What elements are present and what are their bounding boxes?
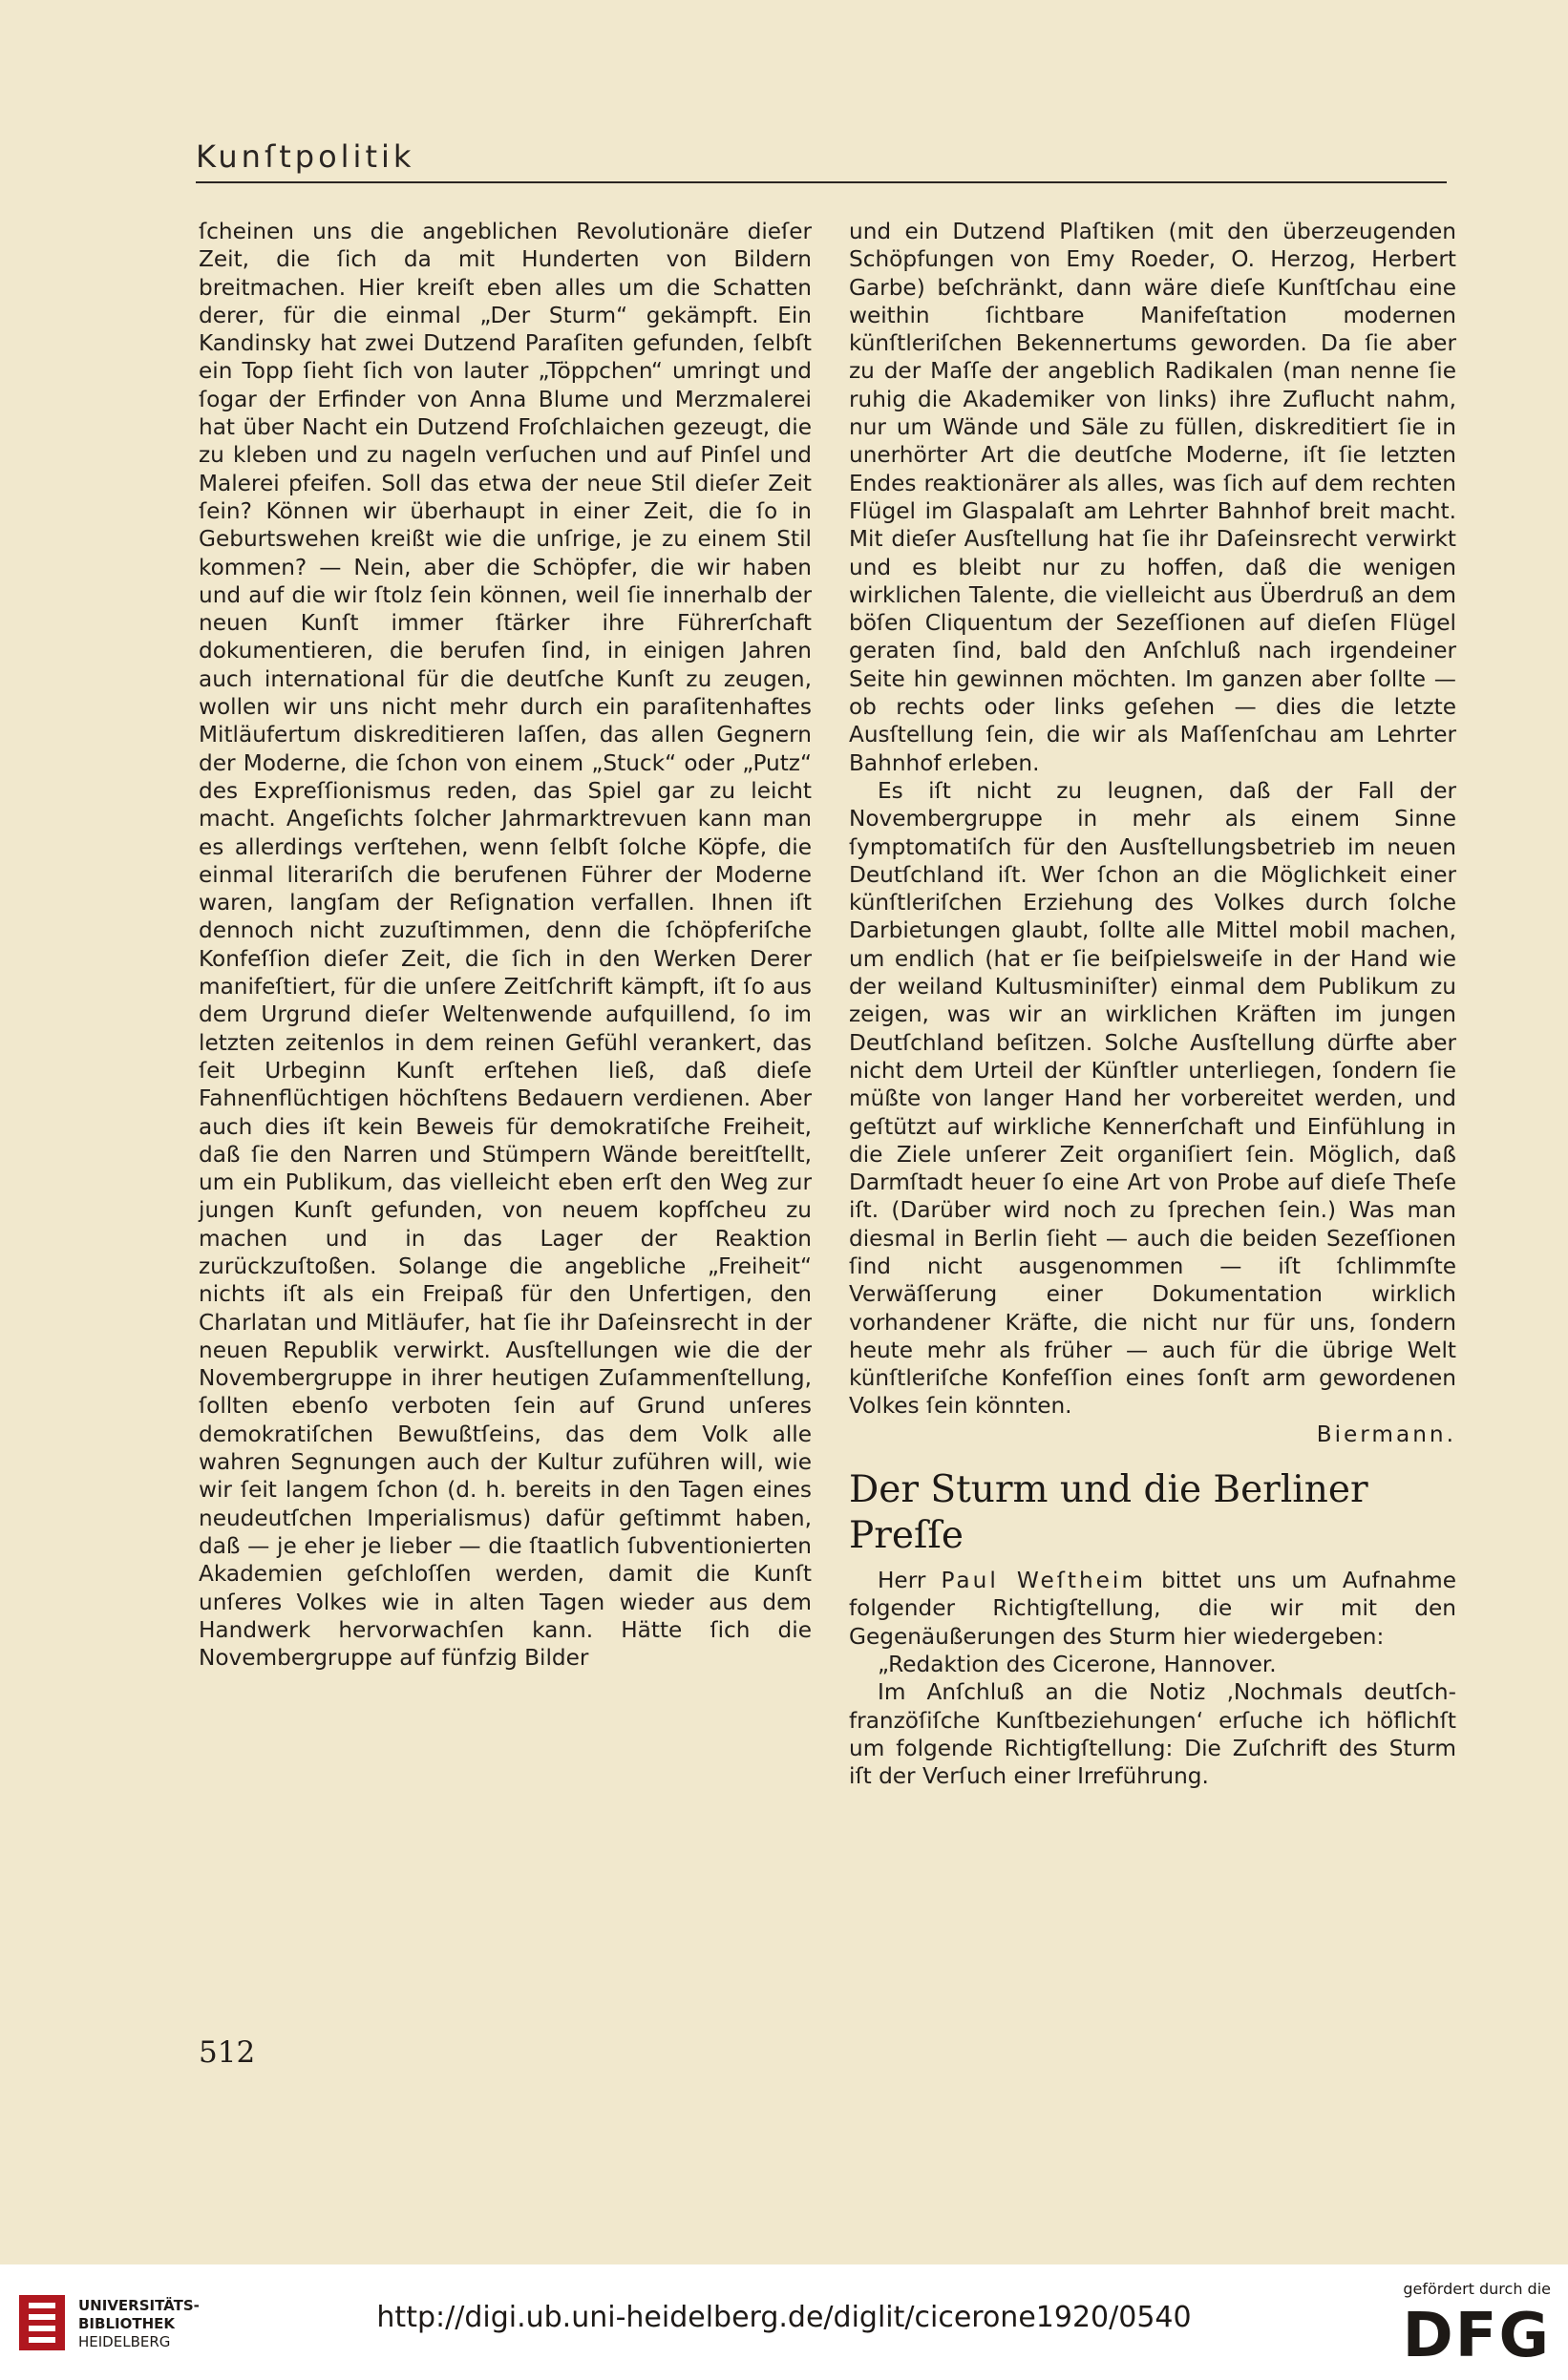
library-line-2: BIBLIOTHEK [78,2315,175,2332]
left-paragraph: ſcheinen uns die angeblichen Revolutionäre dieſer Zeit, die ſich da mit Hunderten von Bildern breitmachen. Hier kreiſt eben alles um die Schatten derer, für die einmal „Der Sturm“ gekämpft. Ein Kandinsky hat zwei Dutzend Paraſiten gefunden, ſelbſt ein Topp ſieht ſich von lauter „Töppchen“ umringt und ſogar der Erfinder von Anna Blume und Merzmalerei hat über Nacht ein Dutzend Froſchlaichen gezeugt, die zu kleben und zu nageln verſuchen und auf Pinſel und Malerei pfeifen. Soll das etwa der neue Stil dieſer Zeit ſein? Können wir überhaupt in einer Zeit, die ſo in Geburtswehen kreißt wie die unſrige, je zu einem Stil kommen? — Nein, aber die Schöpfer, die wir haben und auf die wir ſtolz ſein können, weil ſie innerhalb der neuen Kunſt immer ſtärker ihre Führerſchaft dokumentieren, die berufen ſind, in einigen Jahren auch international für die deutſche Kunſt zu zeugen, wollen wir uns nicht mehr durch ein paraſitenhaftes Mitläufertum diskreditieren laſſen, das allen Gegnern der Moderne, die ſchon von einem „Stuck“ oder „Putz“ des Expreſſionismus reden, das Spiel gar zu leicht macht. Angeſichts ſolcher Jahrmarktrevuen kann man es allerdings verſtehen, wenn ſelbſt ſolche Köpfe, die einmal literariſch die berufenen Führer der Moderne waren, langſam der Reſignation verfallen. Ihnen iſt dennoch nicht zuzuſtimmen, denn die ſchöpferiſche Konfeſſion dieſer Zeit, die ſich in den Werken Derer manifeſtiert, für die unſere Zeitſchrift kämpft, iſt ſo aus dem Urgrund dieſer Weltenwende aufquillend, ſo im letzten zeitenlos in dem reinen Gefühl verankert, das ſeit Urbeginn Kunſt erſtehen ließ, daß dieſe Fahnenflüchtigen höchſtens Bedauern verdienen. Aber auch dies iſt kein Beweis für demokratiſche Freiheit, daß ſie den Narren und Stümpern Wände bereitſtellt, um ein Publikum, das vielleicht eben erſt den Weg zur jungen Kunſt gefunden, von neuem kopfſcheu zu machen und in das Lager der Reaktion zurückzuſtoßen. Solange die angebliche „Freiheit“ nichts iſt als ein Freipaß für den Unfertigen, den Charlatan und Mitläufer, hat ſie ihr Daſeinsrecht in der neuen Republik verwirkt. Ausſtellungen wie die der Novembergruppe in ihrer heutigen Zuſammenſtellung, ſollten ebenſo verboten ſein auf Grund unſeres demokratiſchen Bewußtſeins, das dem Volk alle wahren Segnungen auch der Kultur zuführen will, wie wir ſeit langem ſchon (d. h. bereits in den Tagen eines neudeutſchen Imperialismus) dafür geſtimmt haben, daß — je eher je lieber — die ſtaatlich ſubventionierten Akademien geſchloſſen werden, damit die Kunſt unſeres Volkes wie in alten Tagen wieder aus dem Handwerk hervorwachſen kann. Hätte ſich die Novembergruppe auf fünfzig Bilder [199,219,812,1672]
right-column [849,218,1456,1790]
author-name: Paul Weſtheim [941,1568,1146,1594]
right-paragraph-5: Im Anſchluß an die Notiz ‚Nochmals deutſch-franzöſiſche Kunſtbeziehungen‘ erſuche ich höflichſt um folgende Richtigſtellung: Die Zuſchrift des Sturm iſt der Verſuch einer Irreführung. [849,1679,1456,1790]
p3-rest: bittet uns um Aufnahme folgender Richtigſtellung, die wir mit den Gegenäußerungen des Sturm hier wiedergeben: [849,1568,1456,1650]
source-url-link[interactable]: http://digi.ub.uni-heidelberg.de/diglit/cicerone1920/0540 [376,2301,1192,2334]
dfg-logo: DFG [1402,2301,1551,2371]
section-title: Der Sturm und die Berliner Preſſe [849,1468,1368,1558]
p3-prefix: Herr [878,1568,926,1594]
library-line-1: UNIVERSITÄTS- [78,2297,200,2314]
left-column [199,218,812,1672]
running-header: Kunſtpolitik [196,138,415,175]
signature: Biermann. [1316,1421,1456,1447]
footer-bar [0,2264,1568,2380]
right-paragraph-1: und ein Dutzend Plaſtiken (mit den überzeugenden Schöpfungen von Emy Roeder, O. Herzog, Herbert Garbe) beſchränkt, dann wäre dieſe Kunſtſchau eine weithin ſichtbare Manifeſtation modernen künſtleriſchen Bekennertums geworden. Da ſie aber zu der Maſſe der angeblich Radikalen (man nenne ſie ruhig die Akademiker von links) ihre Zuflucht nahm, nur um Wände und Säle zu füllen, diskreditiert ſie in unerhörter Art die deutſche Moderne, iſt ſie letzten Endes reaktionärer als alles, was ſich auf dem rechten Flügel im Glaspalaſt am Lehrter Bahnhof breit macht. Mit dieſer Ausſtellung hat ſie ihr Daſeinsrecht verwirkt und es bleibt nur zu hoffen, daß die wenigen wirklichen Talente, die vielleicht aus Überdruß an dem böſen Cliquentum der Sezeſſionen auf dieſen Flügel geraten ſind, bald den Anſchluß nach irgendeiner Seite hin gewinnen möchten. Im ganzen aber ſollte — ob rechts oder links geſehen — dies die letzte Ausſtellung ſein, die wir als Maſſenſchau am Lehrter Bahnhof erleben. [849,219,1456,776]
library-line-3: HEIDELBERG [78,2333,171,2350]
right-paragraph-4: „Redaktion des Cicerone, Hannover. [878,1651,1277,1677]
right-paragraph-2: Es iſt nicht zu leugnen, daß der Fall der Novembergruppe in mehr als einem Sinne ſymptomatiſch für den Ausſtellungsbetrieb im neuen Deutſchland iſt. Wer ſchon an die Möglichkeit einer künſtleriſchen Erziehung des Volkes durch ſolche Darbietungen glaubt, ſollte alle Mittel mobil machen, um endlich (hat er ſie beiſpielsweiſe in der Hand wie der weiland Kultusminiſter) einmal dem Publikum zu zeigen, was wir an wirklichen Kräften im jungen Deutſchland beſitzen. Solche Ausſtellung dürfte aber nicht dem Urteil der Künſtler unterliegen, ſondern ſie müßte von langer Hand her vorbereitet werden, und geſtützt auf wirkliche Kennerſchaft und Einfühlung in die Ziele unſerer Zeit organiſiert ſein. Möglich, daß Darmſtadt heuer ſo eine Art von Probe auf dieſe Theſe iſt. (Darüber wird noch zu ſprechen ſein.) Was man diesmal in Berlin ſieht — auch die beiden Sezeſſionen ſind nicht ausgenommen — iſt ſchlimmſte Verwäſſerung einer Dokumentation wirklich vorhandener Kräfte, die nicht nur für uns, ſondern heute mehr als früher — auch für die übrige Welt künſtleriſche Konfeſſion eines ſonſt arm gewordenen Volkes ſein könnten. [849,777,1456,1420]
right-paragraph-3 [849,1567,1456,1651]
header-rule [196,181,1447,183]
page-number: 512 [199,2035,256,2070]
dfg-caption: gefördert durch die [1403,2280,1551,2298]
